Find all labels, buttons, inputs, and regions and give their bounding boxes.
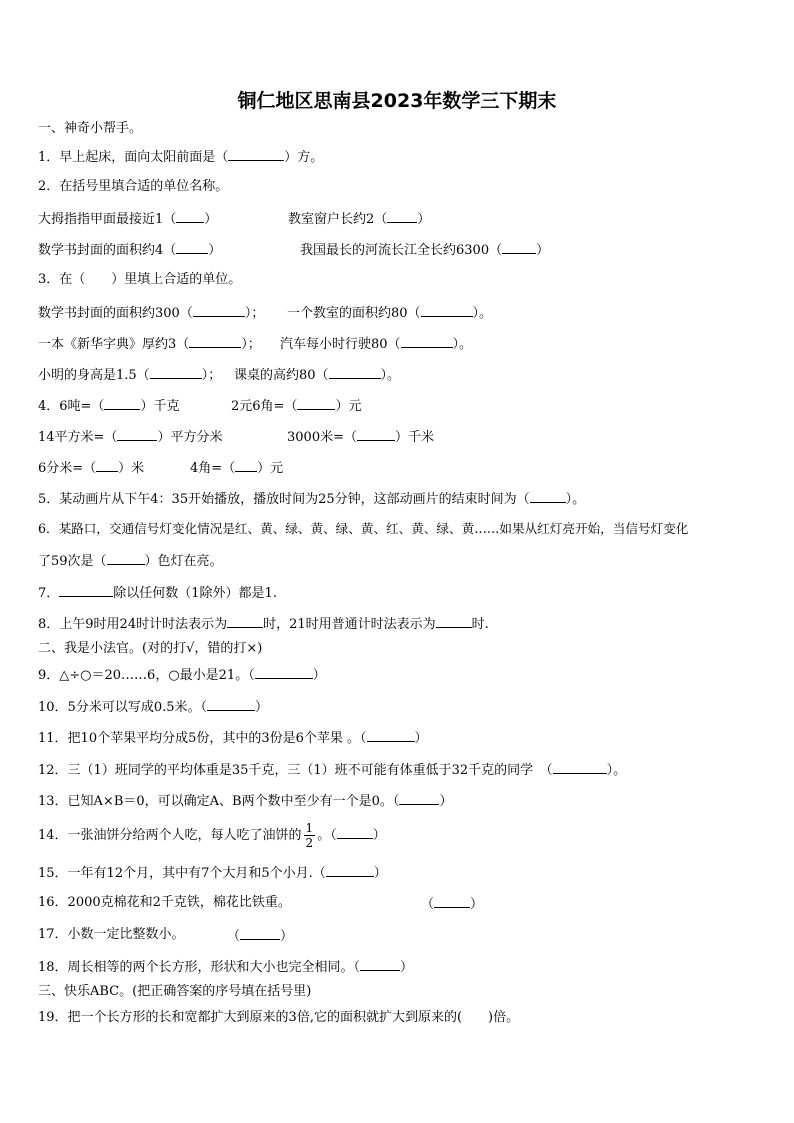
question-4c: 14平方米=（ ）平方分米 (38, 430, 223, 445)
question-14: 14．一张油饼分给两个人吃，每人吃了油饼的 $\frac{1}{2}$ 。（ ） (38, 821, 386, 850)
question-9: 9．△÷○＝20……6，○最小是21。（ ） (38, 668, 326, 683)
question-10: 10．5分米可以写成0.5米。（ ） (38, 700, 269, 715)
answer-blank[interactable] (193, 304, 245, 317)
question-3b: 一个教室的面积约80（ ）。 (287, 306, 493, 321)
question-2d: 我国最长的河流长江全长约6300（ ） (300, 243, 550, 258)
answer-blank[interactable] (104, 397, 140, 410)
answer-blank[interactable] (436, 615, 472, 628)
answer-blank[interactable] (297, 397, 335, 410)
answer-blank[interactable] (235, 459, 257, 472)
question-4a: 4．6吨=（ ）千克 (38, 399, 180, 414)
answer-blank[interactable] (117, 428, 157, 441)
question-7: 7． 除以任何数（1除外）都是1. (38, 586, 277, 601)
question-3a: 数学书封面的面积约300（ ）； (38, 306, 265, 321)
question-16: 16．2000克棉花和2千克铁，棉花比铁重。 (38, 895, 291, 910)
question-3f: 课桌的高约80（ ）。 (234, 368, 401, 383)
question-6-line-2: 了59次是（ ）色灯在亮。 (38, 554, 223, 569)
answer-blank[interactable] (227, 615, 263, 628)
question-3: 3．在（ ）里填上合适的单位。 (38, 272, 242, 287)
answer-blank[interactable] (326, 864, 374, 877)
question-4d: 3000米=（ ）千米 (287, 430, 434, 445)
answer-blank[interactable] (255, 666, 313, 679)
question-16-answer: （ ） (421, 897, 484, 912)
answer-blank[interactable] (357, 428, 395, 441)
answer-blank[interactable] (360, 958, 400, 971)
question-17: 17．小数一定比整数小。 (38, 927, 185, 942)
section-3-heading: 三、快乐ABC。(把正确答案的序号填在括号里) (38, 984, 312, 999)
question-2: 2．在括号里填合适的单位名称。 (38, 179, 229, 194)
question-2b: 教室窗户长约2（ ） (288, 212, 431, 227)
answer-blank[interactable] (59, 584, 113, 597)
question-17-answer: （ ） (227, 929, 294, 944)
answer-blank[interactable] (367, 729, 415, 742)
question-1: 1．早上起床，面向太阳前面是（ ）方。 (38, 150, 324, 165)
answer-blank[interactable] (176, 210, 204, 223)
question-2c: 数学书封面的面积约4（ ） (38, 243, 222, 258)
question-4f: 4角=（ ）元 (190, 461, 284, 476)
answer-blank[interactable] (150, 366, 202, 379)
question-19: 19．把一个长方形的长和宽都扩大到原来的3倍,它的面积就扩大到原来的( )倍。 (38, 1010, 520, 1025)
question-3d: 汽车每小时行驶80（ ）。 (280, 337, 473, 352)
answer-blank[interactable] (502, 241, 536, 254)
question-3e: 小明的身高是1.5（ ）； (38, 368, 222, 383)
question-13: 13．已知A×B＝0，可以确定A、B两个数中至少有一个是0。（ ） (38, 794, 453, 809)
answer-blank[interactable] (189, 335, 241, 348)
section-1-heading: 一、神奇小帮手。 (38, 121, 143, 136)
answer-blank[interactable] (399, 792, 439, 805)
question-11: 11．把10个苹果平均分成5份，其中的3份是6个苹果 。（ ） (38, 731, 428, 746)
answer-blank[interactable] (337, 826, 373, 839)
question-3c: 一本《新华字典》厚约3（ ）； (38, 337, 261, 352)
answer-blank[interactable] (401, 335, 453, 348)
question-2a: 大拇指指甲面最接近1（ ） (38, 212, 218, 227)
answer-blank[interactable] (329, 366, 381, 379)
fraction: $\frac{1}{2}$ (305, 821, 314, 850)
answer-blank[interactable] (207, 698, 255, 711)
answer-blank[interactable] (96, 459, 118, 472)
question-15: 15．一年有12个月，其中有7个大月和5个小月.（ ） (38, 866, 387, 881)
question-4e: 6分米=（ ）米 (38, 461, 145, 476)
answer-blank[interactable] (176, 241, 208, 254)
question-12: 12．三（1）班同学的平均体重是35千克，三（1）班不可能有体重低于32千克的同学 （ ）。 (38, 763, 627, 778)
answer-blank[interactable] (553, 761, 607, 774)
answer-blank[interactable] (434, 895, 470, 908)
answer-blank[interactable] (228, 148, 284, 161)
answer-blank[interactable] (421, 304, 473, 317)
answer-blank[interactable] (240, 927, 280, 940)
question-4b: 2元6角=（ ）元 (231, 399, 362, 414)
question-5: 5．某动画片从下午4：35开始播放，播放时间为25分钟，这部动画片的结束时间为（ ）。 (38, 492, 586, 507)
page-title: 铜仁地区思南县2023年数学三下期末 (237, 90, 557, 112)
answer-blank[interactable] (107, 552, 145, 565)
answer-blank[interactable] (387, 210, 417, 223)
section-2-heading: 二、我是小法官。(对的打√，错的打×) (38, 641, 263, 656)
question-8: 8．上午9时用24时计时法表示为 时，21时用普通计时法表示为 时. (38, 617, 489, 632)
answer-blank[interactable] (530, 490, 566, 503)
question-18: 18．周长相等的两个长方形，形状和大小也完全相同。（ ） (38, 960, 414, 975)
question-6-line-1: 6．某路口，交通信号灯变化情况是红、黄、绿、黄、绿、黄、红、黄、绿、黄……如果从红灯亮开始，当信号灯变化 (38, 521, 689, 536)
